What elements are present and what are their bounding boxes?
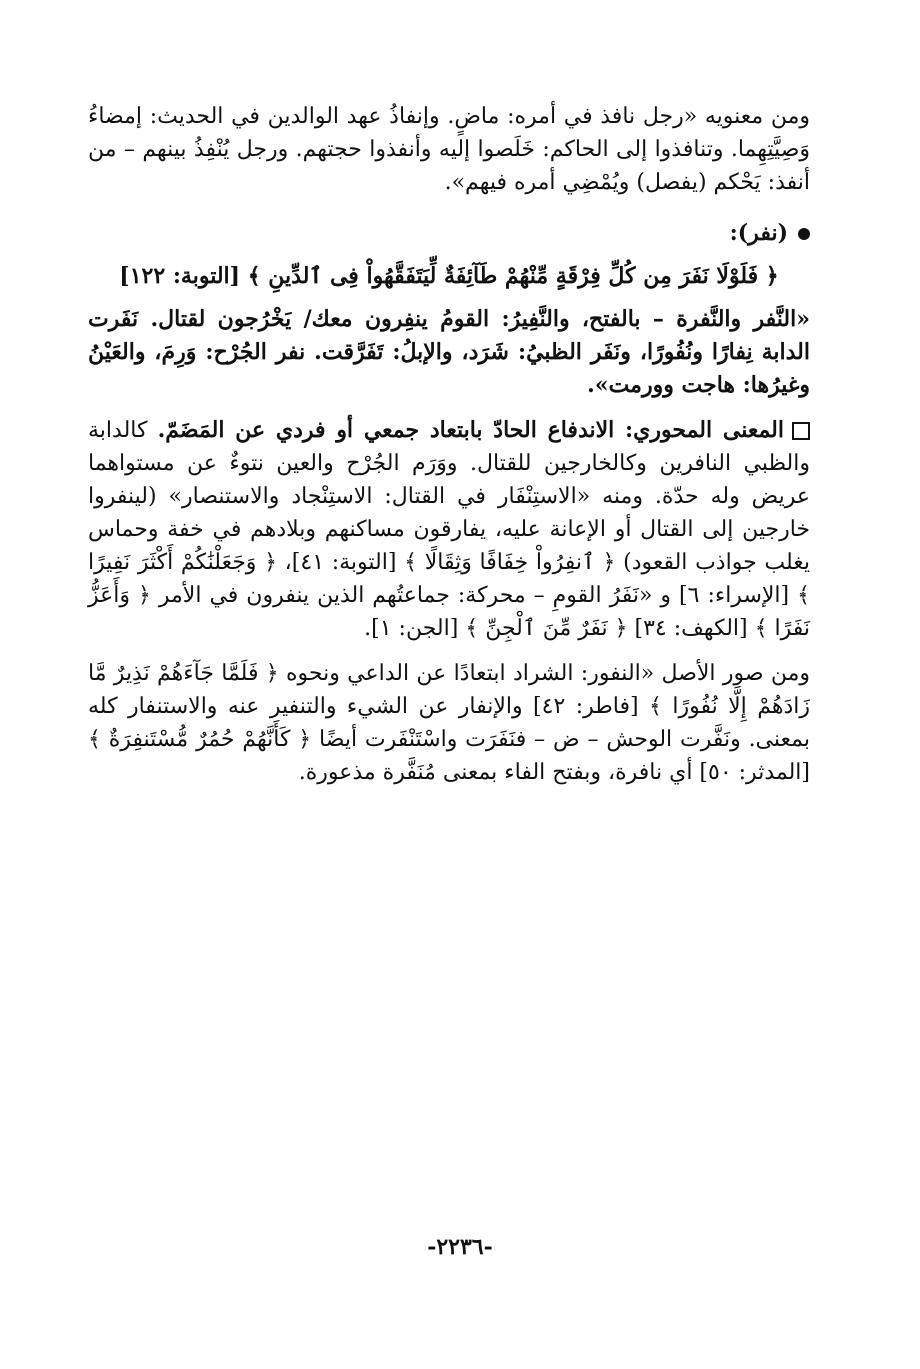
core-meaning-explanation: كالدابة والظبي النافرين وكالخارجين للقتال. ووَرَم الجُرْح والعين نتوءٌ عن مستواهما عريض وله حدّة. ومنه «الاستِنْفَار في القتال: الاستِنْجاد والاستنصار» (لينفروا خارجين إلى القتال أو الإعانة عليه، يفارقون مساكنهم وبلادهم في خفة وحماس يغلب جواذب القعود) ﴿ ٱنفِرُواْ خِفَافًا وَثِقَالًا ﴾ [التوبة: ٤١]، ﴿ وَجَعَلْنَٰكُمْ أَكْثَرَ نَفِيرًا ﴾ [الإسراء: ٦] و «نَفَرُ القومِ – محركة: جماعتُهم الذين ينفرون في الأمر ﴿ وَأَعَزُّ نَفَرًا ﴾ [الكهف: ٣٤] ﴿ نَفَرٌ مِّنَ ٱلْجِنِّ ﴾ [الجن: ١].: [88, 418, 811, 641]
paragraph-core-meaning: [88, 414, 810, 645]
quran-verse: ﴿ فَلَوْلَا نَفَرَ مِن كُلِّ فِرْقَةٍ مِّنْهُمْ طَآئِفَةٌ لِّيَتَفَقَّهُواْ فِى ٱلدِّينِ ﴾ [التوبة: ١٢٢]: [119, 263, 779, 289]
core-meaning-definition: الاندفاع الحادّ بابتعاد جمعي أو فردي عن المَضَمّ.: [157, 417, 626, 443]
bullet-icon: [798, 228, 810, 240]
entry-heading-text: (نفر):: [729, 220, 788, 246]
page-number: -٢٢٣٦-: [427, 1234, 493, 1260]
page-body: [88, 100, 810, 801]
entry-heading: [88, 217, 810, 250]
square-marker-icon: [792, 422, 810, 440]
paragraph-lexical-definition: «النَّفر والنَّفرة – بالفتح، والنَّفِيرُ: القومُ ينفِرون معك/ يَخْرُجون لقتال. نَفَرت الدابة نِفارًا ونُفُورًا، ونَفَر الظبيُ: شَرَد، والإبلُ: تَفَرَّقت. نفر الجُرْح: وَرِمَ، والعَيْنُ وغيرُها: هاجت وورمت».: [88, 306, 810, 398]
core-meaning-label: المعنى المحوري:: [625, 417, 784, 443]
paragraph-derived-forms: ومن صور الأصل «النفور: الشراد ابتعادًا عن الداعي ونحوه ﴿ فَلَمَّا جَآءَهُمْ نَذِيرٌ مَّا زَادَهُمْ إِلَّا نُفُورًا ﴾ [فاطر: ٤٢] والإنفار عن الشيء والتنفير عنه والاستنفار كله بمعنى. ونَفَّرت الوحش – ض – فنَفَرَت واسْتَنْفَرت أيضًا ﴿ كَأَنَّهُمْ حُمُرٌ مُّسْتَنفِرَةٌ ﴾ [المدثر: ٥٠] أي نافرة، وبفتح الفاء بمعنى مُنَفَّرة مذعورة.: [88, 661, 810, 785]
paragraph-nafadh-meanings: ومن معنويه «رجل نافذ في أمره: ماضٍ. وإنفاذُ عهد الوالدين في الحديث: إمضاءُ وَصِيَّتِهِما. وتنافذوا إلى الحاكم: خَلَصوا إليه وأنفذوا حجتهم. ورجل يُنْفِذُ بينهم – من أنفذ: يَحْكم (يفصل) ويُمْضِي أمره فيهم».: [88, 104, 810, 195]
